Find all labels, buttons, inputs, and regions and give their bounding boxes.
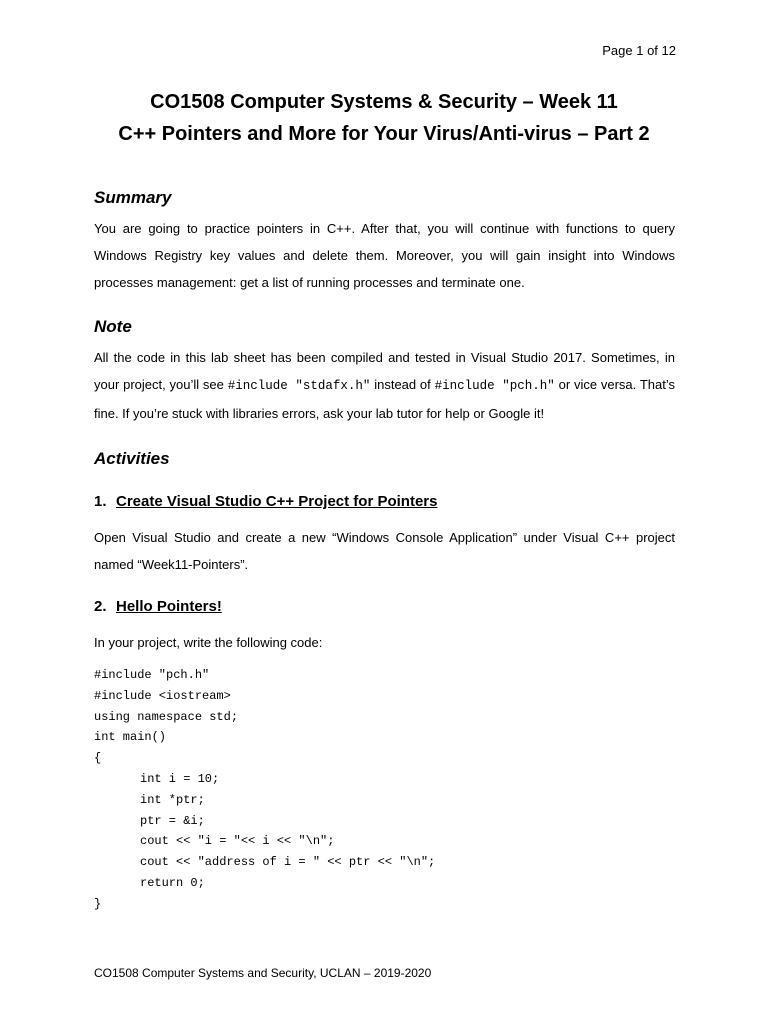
note-heading: Note [94,317,132,336]
title-line-1: CO1508 Computer Systems & Security – Week 11 [150,91,618,113]
page-footer: CO1508 Computer Systems and Security, UCLAN – 2019-2020 [94,966,432,980]
code-block [94,665,675,915]
document-title [0,86,768,150]
note-text-part-1: All the code in this lab sheet has been compiled and tested in Visual Studio 2017. Sometimes, in your project, you’ll see [94,350,675,392]
code-line: int main() [94,730,167,745]
activity-2-text: In your project, write the following code: [94,635,323,650]
activity-1-text: Open Visual Studio and create a new “Windows Console Application” under Visual C++ project named “Week11-Pointers”. [94,530,675,572]
code-line: return 0; [140,875,205,890]
code-line: int *ptr; [140,792,205,807]
code-line: #include "pch.h" [94,668,210,682]
activity-1-title: Create Visual Studio C++ Project for Pointers [116,493,438,510]
activities-heading: Activities [94,449,170,468]
code-line: { [94,751,102,766]
activity-1-number: 1. [94,493,107,510]
note-code-pch: #include "pch.h" [434,379,555,393]
code-line: #include <iostream> [94,688,231,703]
code-line: cout << "i = "<< i << "\n"; [140,834,335,849]
note-code-stdafx: #include "stdafx.h" [227,379,371,393]
page-number: Page 1 of 12 [602,43,676,58]
summary-text: You are going to practice pointers in C++. After that, you will continue with functions to query Windows Registry key values and delete them. Moreover, you will gain insight into Windows processes management: get a list of running processes and terminate one. [94,221,675,290]
code-line: ptr = &i; [140,813,205,828]
title-line-2: C++ Pointers and More for Your Virus/Anti-virus – Part 2 [118,123,650,145]
activity-2-number: 2. [94,598,107,615]
code-line: cout << "address of i = " << ptr << "\n"; [140,855,436,870]
code-line: int i = 10; [140,771,220,786]
note-text-part-3: or vice versa. That’s fine. If you’re stuck with libraries errors, ask your lab tutor for help or Google it! [94,377,675,421]
activity-2-title: Hello Pointers! [116,598,222,615]
activity-1-heading [94,489,675,515]
code-line: using namespace std; [94,709,239,724]
code-line: } [94,896,102,911]
activity-2-heading [94,594,675,620]
note-text-part-2: instead of [370,377,435,392]
summary-heading: Summary [94,188,172,207]
document-body [94,184,675,915]
note-text [94,344,675,427]
